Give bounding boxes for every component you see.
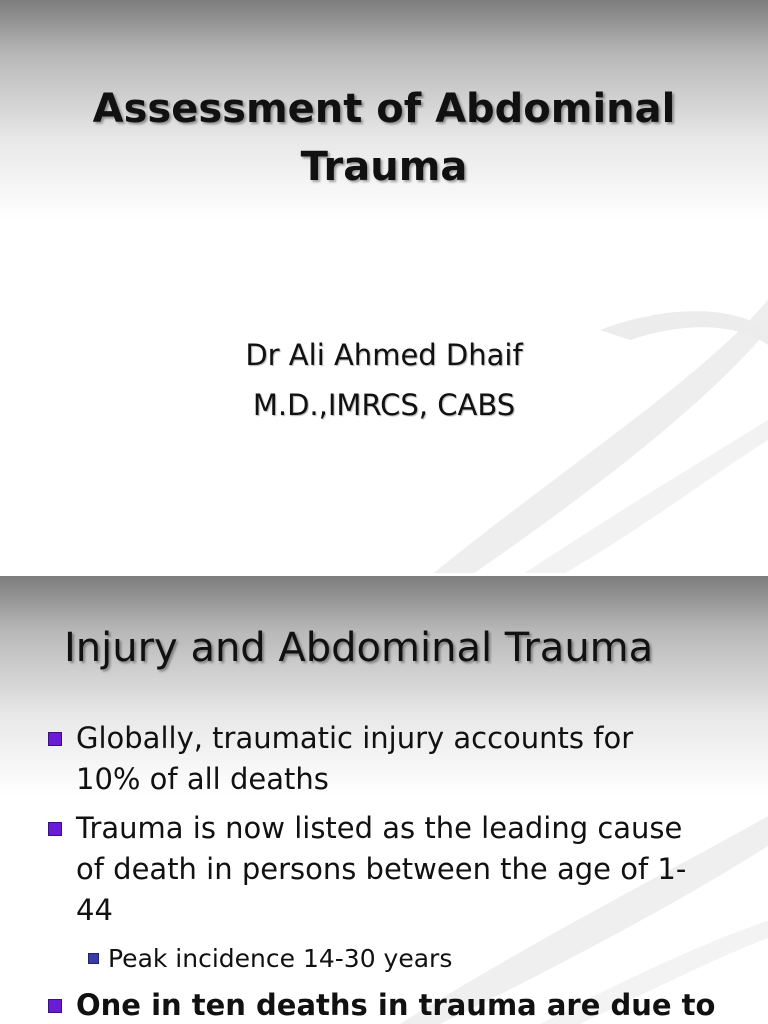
bullet-text-line: of death in persons between the age of 1- <box>76 852 687 886</box>
square-bullet-icon <box>88 953 99 964</box>
sub-bullet-text: Peak incidence 14-30 years <box>108 944 453 973</box>
bullet-text-line: 10% of all deaths <box>76 762 329 796</box>
square-bullet-icon <box>48 822 62 836</box>
bullet-text-line: One in ten deaths in trauma are due to <box>76 988 716 1022</box>
slide-title <box>0 80 768 196</box>
square-bullet-icon <box>48 999 62 1013</box>
slide-subtitle <box>0 330 768 430</box>
list-item <box>46 718 736 800</box>
square-bullet-icon <box>48 732 62 746</box>
title-line-1: Assessment of Abdominal <box>92 86 676 132</box>
bullet-text-line: 44 <box>76 893 113 927</box>
sub-list-item <box>86 939 736 979</box>
list-item <box>46 985 736 1024</box>
list-item <box>46 808 736 931</box>
bullet-text-line: Globally, traumatic injury accounts for <box>76 721 634 755</box>
title-line-2: Trauma <box>300 144 468 190</box>
content-slide <box>0 576 768 1024</box>
bullet-text-line: Trauma is now listed as the leading cause <box>76 811 683 845</box>
author-name: Dr Ali Ahmed Dhaif <box>245 338 523 372</box>
slide-title: Injury and Abdominal Trauma <box>64 625 654 671</box>
author-credentials: M.D.,IMRCS, CABS <box>252 388 516 422</box>
bullet-list <box>46 718 736 1024</box>
